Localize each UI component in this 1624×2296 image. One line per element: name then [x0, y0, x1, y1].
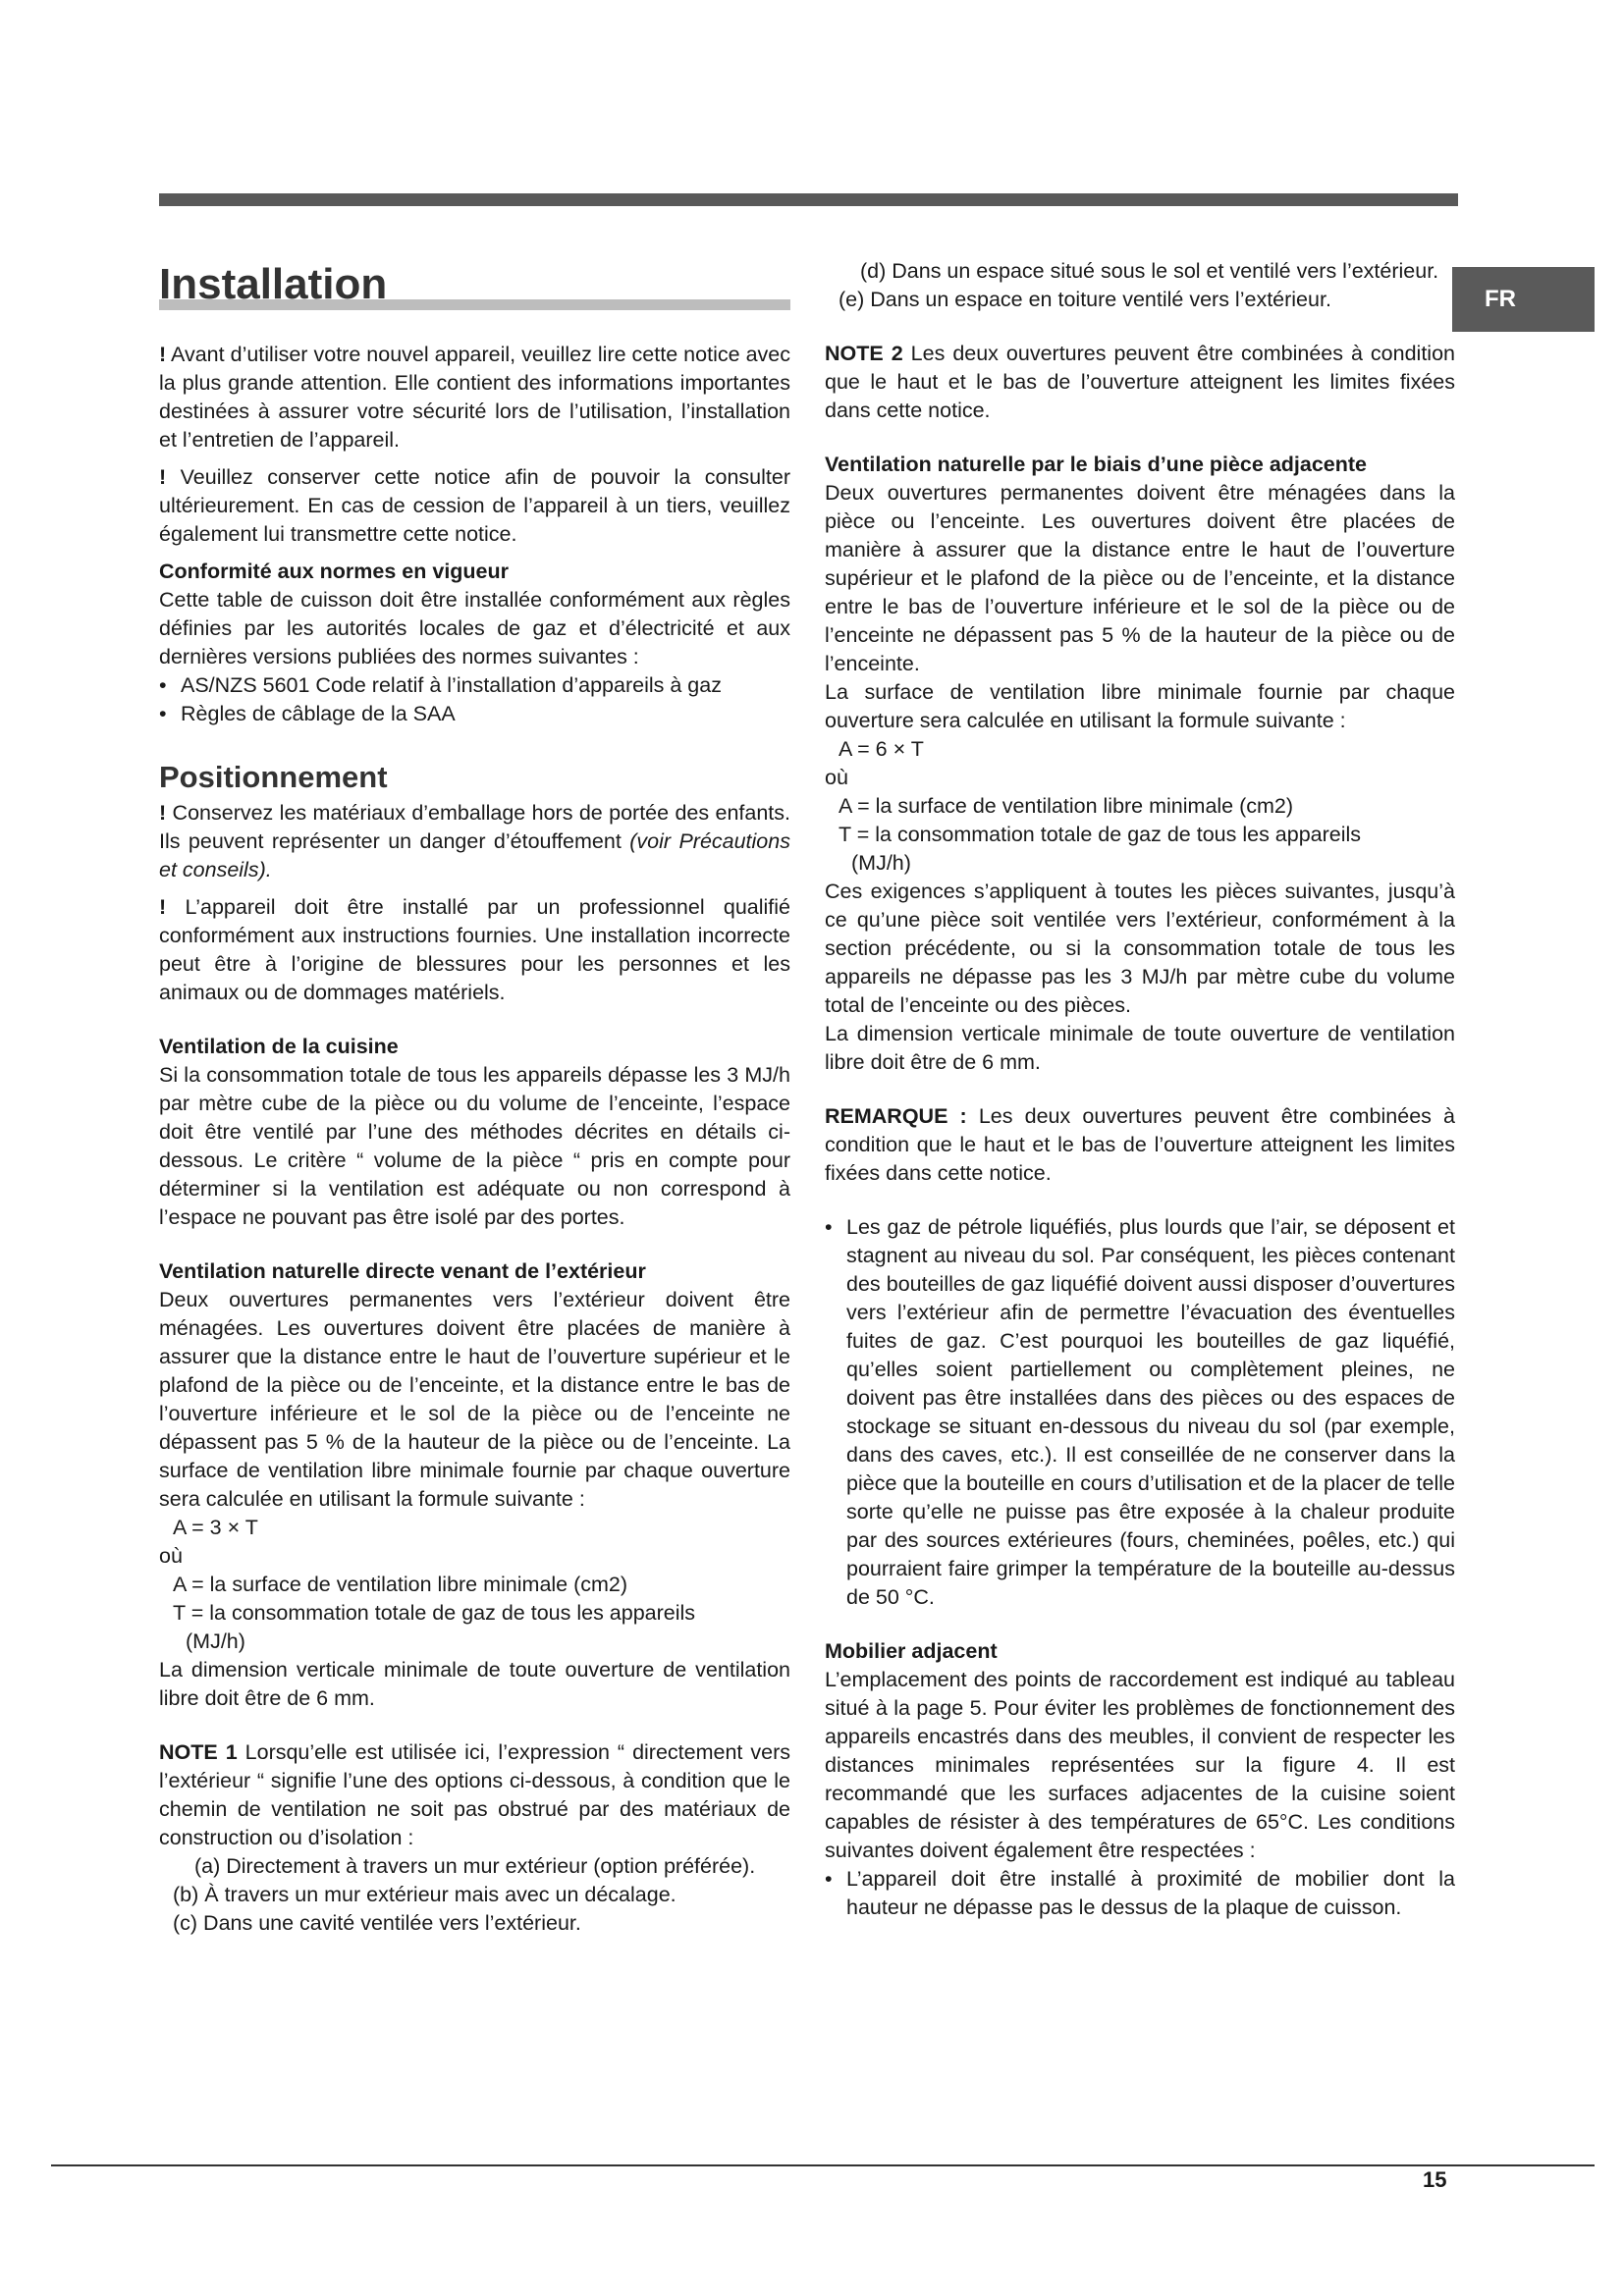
note-label: REMARQUE : — [825, 1104, 967, 1128]
positionnement-paragraph: ! Conservez les matériaux d’emballage hors de portée des enfants. Ils peuvent représenter un danger d’étouffement (voir Précautions et conseils). — [159, 801, 790, 881]
intro-paragraph: ! Veuillez conserver cette notice afin de pouvoir la consulter ultérieurement. En cas de cession de l’appareil à un tiers, veuillez également lui transmettre cette notice. — [159, 465, 790, 546]
conformite-heading: Conformité aux normes en vigueur — [159, 560, 510, 583]
formula-definition: T = la consommation totale de gaz de tous les appareils — [839, 823, 1362, 846]
mobilier-text: L’emplacement des points de raccordement est indiqué au tableau situé à la page 5. Pour éviter les problèmes de fonctionnement des appareils encastrés dans des meubles, il convient de respecter les distances minimales représentées sur la figure 4. Il est recommandé que les surfaces adjacentes de la cuisine soient capables de résister à des températures de 65°C. Les conditions suivantes doivent également être respectées : — [825, 1668, 1455, 1862]
warning-mark: ! — [159, 465, 167, 489]
dimension-text: La dimension verticale minimale de toute ouverture de ventilation libre doit être de 6 mm. — [159, 1658, 790, 1710]
note-label: NOTE 2 — [825, 342, 903, 365]
ventilation-adjacente-heading: Ventilation naturelle par le biais d’une pièce adjacente — [825, 453, 1368, 476]
option-item: (a) Directement à travers un mur extérieur (option préférée). — [194, 1854, 756, 1878]
formula-where: où — [159, 1544, 183, 1568]
ventilation-adjacente-text: La surface de ventilation libre minimale fournie par chaque ouverture sera calculée en utilisant la formule suivante : — [825, 680, 1455, 732]
ventilation-adjacente-text: Ces exigences s’appliquent à toutes les pièces suivantes, jusqu’à ce qu’une pièce soit ventilée vers l’extérieur, conformément à la section précédente, ou si la consommation totale de tous les appareils ne dépasse pas les 3 MJ/h par mètre cube du volume total de l’enceinte ou des pièces. — [825, 880, 1455, 1017]
formula: A = 6 × T — [839, 737, 924, 761]
conformite-text: Cette table de cuisson doit être installée conformément aux règles définies par les autorités locales de gaz et d’électricité et aux dernières versions publiées des normes suivantes : — [159, 588, 790, 668]
ventilation-cuisine-heading: Ventilation de la cuisine — [159, 1035, 399, 1058]
ventilation-directe-heading: Ventilation naturelle directe venant de l’extérieur — [159, 1259, 646, 1283]
intro-paragraph: ! Avant d’utiliser votre nouvel appareil, veuillez lire cette notice avec la plus grande attention. Elle contient des informations importantes destinées à assurer votre sécurité lors de l’utilisation, l’installation et l’entretien de l’appareil. — [159, 343, 790, 452]
formula-definition: A = la surface de ventilation libre minimale (cm2) — [839, 794, 1294, 818]
list-item: • Les gaz de pétrole liquéfiés, plus lourds que l’air, se déposent et stagnent au niveau du sol. Par conséquent, les pièces contenant des bouteilles de gaz liquéfié doivent aussi disposer d’ouvertures vers l’extérieur afin de permettre l’évacuation des éventuelles fuites de gaz. C’est pourquoi les bouteilles de gaz liquéfié, qu’elles soient partiellement ou complètement pleines, ne doivent pas être installées dans des pièces ou des espaces de stockage se situant en-dessous du niveau du sol (par exemple, dans des caves, etc.). Il est conseillée de ne conserver dans la pièce que la bouteille en cours d’utilisation et de la placer de telle sorte qu’elle ne puisse pas être exposée à la chaleur produite par des sources extérieures (fours, cheminées, poêles, etc.) qui pourraient faire grimper la température de la bouteille au-dessus de 50 °C. — [825, 1213, 1455, 1612]
warning-mark: ! — [159, 895, 167, 919]
left-column — [159, 257, 790, 1938]
list-item: • Règles de câblage de la SAA — [159, 700, 790, 728]
title-block — [159, 257, 790, 311]
formula: A = 3 × T — [173, 1516, 258, 1539]
warning-mark: ! — [159, 343, 167, 366]
list-item: • L’appareil doit être installé à proximité de mobilier dont la hauteur ne dépasse pas le dessus de la plaque de cuisson. — [825, 1865, 1455, 1922]
ventilation-directe-text: Deux ouvertures permanentes vers l’extérieur doivent être ménagées. Les ouvertures doivent être placées de manière à assurer que la distance entre le haut de l’ouverture supérieur et le plafond de la pièce ou de l’enceinte, et la distance entre le bas de l’ouverture inférieure et le sol de la pièce ou de l’enceinte ne dépassent pas 5 % de la hauteur de la pièce ou de l’enceinte. La surface de ventilation libre minimale fournie par chaque ouverture sera calculée en utilisant la formule suivante : — [159, 1288, 790, 1511]
positionnement-heading: Positionnement — [159, 760, 388, 794]
bottom-rule — [51, 2164, 1595, 2166]
option-item: (c) Dans une cavité ventilée vers l’extérieur. — [173, 1911, 581, 1935]
formula-where: où — [825, 766, 848, 789]
warning-mark: ! — [159, 801, 167, 825]
remarque-paragraph: REMARQUE : Les deux ouvertures peuvent être combinées à condition que le haut et le bas de l’ouverture atteignent les limites fixées dans cette notice. — [825, 1104, 1455, 1185]
mobilier-heading: Mobilier adjacent — [825, 1639, 998, 1663]
formula-unit: (MJ/h) — [186, 1629, 245, 1653]
right-column — [825, 257, 1455, 1922]
option-item: (b) À travers un mur extérieur mais avec un décalage. — [173, 1883, 677, 1906]
formula-definition: A = la surface de ventilation libre minimale (cm2) — [173, 1573, 628, 1596]
list-item: • AS/NZS 5601 Code relatif à l’installation d’appareils à gaz — [159, 671, 790, 700]
option-item: (d) Dans un espace situé sous le sol et ventilé vers l’extérieur. — [860, 259, 1439, 283]
note-label: NOTE 1 — [159, 1740, 238, 1764]
formula-definition: T = la consommation totale de gaz de tous les appareils — [173, 1601, 696, 1625]
note1-paragraph: NOTE 1 Lorsqu’elle est utilisée ici, l’expression “ directement vers l’extérieur “ signifie l’une des options ci-dessous, à condition que le chemin de ventilation ne soit pas obstrué par des matériaux de construction ou d’isolation : — [159, 1740, 790, 1849]
language-tab: FR — [1452, 267, 1595, 332]
positionnement-paragraph: ! L’appareil doit être installé par un professionnel qualifié conformément aux instructions fournies. Une installation incorrecte peut être à l’origine de blessures pour les personnes et les animaux ou de dommages matériels. — [159, 895, 790, 1004]
ventilation-cuisine-text: Si la consommation totale de tous les appareils dépasse les 3 MJ/h par mètre cube de la pièce ou du volume de l’enceinte, l’espace doit être ventilé par l’une des méthodes décrites en détails ci-dessous. Le critère “ volume de la pièce “ pris en compte pour déterminer si la ventilation est adéquate ou non correspond à l’espace ne pouvant pas être isolé par des portes. — [159, 1063, 790, 1229]
ventilation-adjacente-text: Deux ouvertures permanentes doivent être ménagées dans la pièce ou l’enceinte. Les ouvertures doivent être placées de manière à assurer que la distance entre le haut de l’ouverture supérieur et le plafond de la pièce ou de l’enceinte, et la distance entre le bas de l’ouverture inférieure et le sol de la pièce ou de l’enceinte ne dépassent pas 5 % de la hauteur de la pièce ou de l’enceinte. — [825, 481, 1455, 675]
page-title: Installation — [159, 260, 388, 308]
page-number: 15 — [1423, 2167, 1447, 2192]
formula-unit: (MJ/h) — [851, 851, 911, 875]
dimension-text: La dimension verticale minimale de toute ouverture de ventilation libre doit être de 6 mm. — [825, 1022, 1455, 1074]
top-rule — [159, 193, 1458, 206]
note2-paragraph: NOTE 2 Les deux ouvertures peuvent être combinées à condition que le haut et le bas de l’ouverture atteignent les limites fixées dans cette notice. — [825, 342, 1455, 422]
option-item: (e) Dans un espace en toiture ventilé vers l’extérieur. — [839, 288, 1331, 311]
